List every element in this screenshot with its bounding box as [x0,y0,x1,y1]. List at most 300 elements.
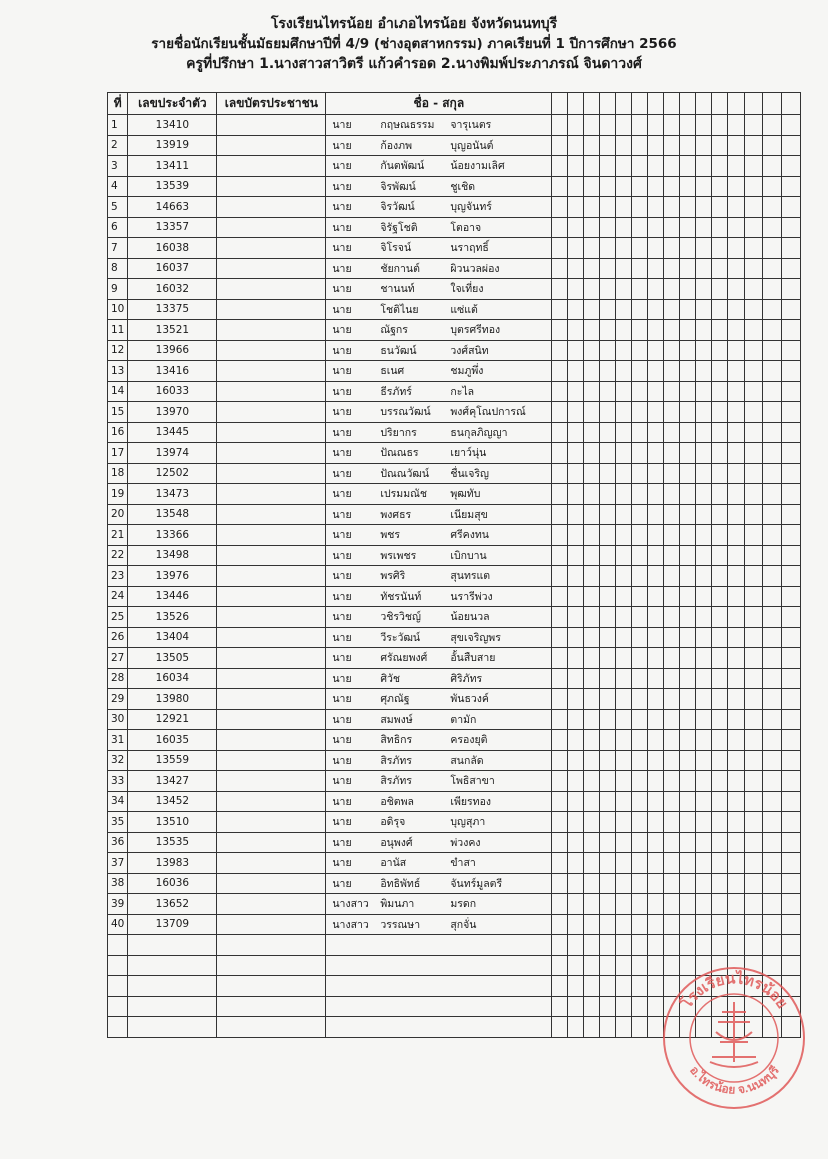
blank-cell [128,955,217,976]
name-wrap [329,402,548,422]
blank-cell [616,894,632,915]
blank-cell [680,525,696,546]
student-id: 13446 [128,586,217,607]
blank-cell [600,176,616,197]
national-id-cell [217,750,326,771]
blank-cell [728,197,745,218]
last-name: เบิกบาน [450,549,487,562]
national-id-cell [217,607,326,628]
blank-cell [664,771,680,792]
blank-cell [680,750,696,771]
row-number: 32 [108,750,128,771]
blank-cell [584,935,600,956]
blank-cell [782,812,801,833]
empty-row [108,935,801,956]
blank-cell [745,607,763,628]
blank-cell [745,484,763,505]
student-name-cell [326,812,552,833]
blank-cell [552,791,568,812]
blank-cell [568,340,584,361]
blank-cell [584,176,600,197]
student-name-cell [326,361,552,382]
blank-cell [712,935,728,956]
student-name-cell [326,607,552,628]
name-wrap [329,894,548,914]
blank-cell [680,197,696,218]
blank-cell [616,730,632,751]
school-title: โรงเรียนไทรน้อย อำเภอไทรน้อย จังหวัดนนทบุรี [270,16,558,32]
last-name: สุขเจริญพร [450,631,501,644]
blank-cell [568,525,584,546]
national-id-cell [217,525,326,546]
blank-cell [616,709,632,730]
blank-cell [763,484,782,505]
student-id: 13411 [128,156,217,177]
first-name: อนุพงศ์ [380,836,413,849]
blank-cell [664,689,680,710]
blank-cell [696,914,712,935]
student-id: 16033 [128,381,217,402]
blank-cell [648,853,664,874]
blank-cell [632,504,648,525]
name-title: นาย [332,611,352,624]
blank-cell [712,648,728,669]
student-name-cell [326,299,552,320]
blank-cell [600,955,616,976]
blank-cell [600,627,616,648]
blank-cell [745,135,763,156]
blank-cell [763,730,782,751]
blank-cell [763,750,782,771]
blank-cell [600,443,616,464]
blank-cell [616,340,632,361]
col-header-blank [696,93,712,115]
table-row [108,156,801,177]
blank-cell [728,279,745,300]
blank-cell [696,730,712,751]
name-wrap [329,136,548,156]
row-number: 28 [108,668,128,689]
first-name: ณัฐกร [380,324,408,337]
name-title: นาย [332,754,352,767]
blank-cell [568,422,584,443]
name-title: นาย [332,447,352,460]
seal-top-text: โรงเรียนไทรน้อย [678,970,791,1012]
student-name-cell [326,320,552,341]
row-number: 24 [108,586,128,607]
first-name: จิรวัฒน์ [380,201,415,214]
blank-cell [664,484,680,505]
blank-cell [782,135,801,156]
blank-cell [712,238,728,259]
blank-cell [696,320,712,341]
blank-cell [664,648,680,669]
blank-cell [680,853,696,874]
last-name: น้อยงามเลิศ [450,160,505,173]
table-row [108,607,801,628]
name-wrap [329,423,548,443]
first-name: ธนวัฒน์ [380,344,417,357]
blank-cell [664,463,680,484]
blank-cell [745,750,763,771]
blank-cell [600,545,616,566]
student-id: 13416 [128,361,217,382]
blank-cell [680,607,696,628]
blank-cell [696,853,712,874]
student-name-cell [326,771,552,792]
blank-cell [584,566,600,587]
blank-cell [680,135,696,156]
blank-cell [552,648,568,669]
blank-cell [648,873,664,894]
blank-cell [728,894,745,915]
table-row [108,586,801,607]
last-name: บุตรศรีทอง [450,324,501,337]
national-id-cell [217,853,326,874]
name-wrap [329,874,548,894]
last-name: บุญอนันต์ [450,139,494,152]
first-name: ชานนท์ [380,283,415,296]
row-number: 39 [108,894,128,915]
blank-cell [568,176,584,197]
blank-cell [664,627,680,648]
blank-cell [600,238,616,259]
blank-cell [648,730,664,751]
table-row [108,238,801,259]
row-number: 11 [108,320,128,341]
blank-cell [632,812,648,833]
name-wrap [329,443,548,463]
blank-cell [782,709,801,730]
blank-cell [680,873,696,894]
blank-cell [616,422,632,443]
blank-cell [728,381,745,402]
name-title: นาย [332,221,352,234]
blank-cell [600,135,616,156]
blank-cell [664,730,680,751]
name-title: นางสาว [332,918,369,931]
blank-cell [745,320,763,341]
blank-cell [584,361,600,382]
last-name: อั้นสืบสาย [450,652,496,665]
blank-cell [552,668,568,689]
blank-cell [632,853,648,874]
blank-cell [568,320,584,341]
blank-cell [696,545,712,566]
blank-cell [728,586,745,607]
blank-cell [552,914,568,935]
blank-cell [728,750,745,771]
blank-cell [728,156,745,177]
national-id-cell [217,566,326,587]
blank-cell [763,873,782,894]
blank-cell [552,443,568,464]
row-number: 4 [108,176,128,197]
blank-cell [745,217,763,238]
blank-cell [632,156,648,177]
blank-cell [552,545,568,566]
name-wrap [329,730,548,750]
blank-cell [326,996,552,1017]
row-number: 35 [108,812,128,833]
student-id: 16034 [128,668,217,689]
table-row [108,258,801,279]
national-id-cell [217,258,326,279]
row-number: 5 [108,197,128,218]
blank-cell [632,135,648,156]
blank-cell [632,955,648,976]
blank-cell [712,853,728,874]
row-number: 15 [108,402,128,423]
blank-cell [568,853,584,874]
last-name: พันธวงค์ [450,693,489,706]
first-name: วชิรวิชญ์ [380,611,422,624]
blank-cell [782,197,801,218]
blank-cell [680,484,696,505]
blank-cell [584,299,600,320]
student-id: 13919 [128,135,217,156]
blank-cell [600,504,616,525]
blank-cell [552,340,568,361]
blank-cell [584,197,600,218]
blank-cell [696,586,712,607]
blank-cell [584,853,600,874]
blank-cell [745,730,763,751]
first-name: พิมนภา [380,898,415,911]
row-number: 7 [108,238,128,259]
name-title: นาย [332,180,352,193]
name-title: นาย [332,652,352,665]
blank-cell [782,258,801,279]
blank-cell [648,279,664,300]
blank-cell [632,873,648,894]
blank-cell [584,381,600,402]
blank-cell [568,504,584,525]
blank-cell [680,463,696,484]
name-title: นาย [332,775,352,788]
blank-cell [763,504,782,525]
advisor-line: ครูที่ปรึกษา 1.นางสาวสาวิตรี แก้วคำรอด 2.นางพิมพ์ประภาภรณ์ จินดาวงศ์ [186,56,642,72]
first-name: ปัณณธร [380,447,419,460]
row-number: 21 [108,525,128,546]
national-id-cell [217,914,326,935]
blank-cell [552,156,568,177]
blank-cell [584,156,600,177]
student-name-cell [326,135,552,156]
name-wrap [329,751,548,771]
blank-cell [696,340,712,361]
blank-cell [600,258,616,279]
national-id-cell [217,771,326,792]
blank-cell [745,504,763,525]
national-id-cell [217,238,326,259]
blank-cell [584,1017,600,1038]
blank-cell [552,996,568,1017]
blank-cell [584,648,600,669]
blank-cell [712,627,728,648]
first-name: อดิรุจ [380,816,406,829]
blank-cell [568,566,584,587]
blank-cell [568,586,584,607]
blank-cell [616,504,632,525]
blank-cell [763,320,782,341]
student-name-cell [326,402,552,423]
blank-cell [782,402,801,423]
blank-cell [584,812,600,833]
blank-cell [745,279,763,300]
blank-cell [696,135,712,156]
student-id: 13510 [128,812,217,833]
blank-cell [552,750,568,771]
blank-cell [712,812,728,833]
row-number: 14 [108,381,128,402]
first-name: พชร [380,529,401,542]
blank-cell [782,914,801,935]
national-id-cell [217,320,326,341]
blank-cell [584,402,600,423]
blank-cell [680,566,696,587]
table-row [108,176,801,197]
blank-cell [552,176,568,197]
blank-cell [680,730,696,751]
blank-cell [648,771,664,792]
first-name: ปัณณวัฒน์ [380,467,430,480]
blank-cell [745,422,763,443]
blank-cell [745,709,763,730]
col-header-name: ชื่อ - สกุล [326,93,552,115]
table-row [108,320,801,341]
blank-cell [552,238,568,259]
blank-cell [632,299,648,320]
student-name-cell [326,709,552,730]
blank-cell [568,381,584,402]
name-wrap [329,525,548,545]
blank-cell [600,1017,616,1038]
student-id: 13535 [128,832,217,853]
blank-cell [600,320,616,341]
row-number: 29 [108,689,128,710]
blank-cell [696,689,712,710]
blank-cell [664,197,680,218]
national-id-cell [217,135,326,156]
blank-cell [552,976,568,997]
blank-cell [745,566,763,587]
blank-cell [664,525,680,546]
blank-cell [648,381,664,402]
blank-cell [600,935,616,956]
first-name: กฤษณธรรม [380,119,435,132]
national-id-cell [217,504,326,525]
table-row [108,627,801,648]
blank-cell [568,299,584,320]
blank-cell [712,217,728,238]
blank-cell [680,648,696,669]
row-number: 25 [108,607,128,628]
last-name: เยาว์นุ่น [450,447,487,460]
blank-cell [568,258,584,279]
name-wrap [329,197,548,217]
blank-cell [680,217,696,238]
blank-cell [632,381,648,402]
national-id-cell [217,340,326,361]
blank-cell [568,484,584,505]
first-name: พงศธร [380,508,412,521]
blank-cell [632,648,648,669]
name-wrap [329,628,548,648]
blank-cell [648,525,664,546]
last-name: นรารีพ่วง [450,590,493,603]
blank-cell [745,812,763,833]
blank-cell [568,648,584,669]
table-row [108,668,801,689]
student-name-cell [326,668,552,689]
blank-cell [664,668,680,689]
blank-cell [745,689,763,710]
blank-cell [782,217,801,238]
blank-cell [680,935,696,956]
col-header-blank [616,93,632,115]
last-name: บุญจันทร์ [450,201,492,214]
blank-cell [552,709,568,730]
col-header-blank [712,93,728,115]
blank-cell [696,709,712,730]
name-title: นาย [332,467,352,480]
blank-cell [680,627,696,648]
blank-cell [552,217,568,238]
student-id: 16037 [128,258,217,279]
last-name: จันทร์มูลตรี [450,877,503,890]
blank-cell [584,668,600,689]
blank-cell [568,812,584,833]
blank-cell [600,709,616,730]
blank-cell [712,299,728,320]
blank-cell [632,525,648,546]
blank-cell [696,115,712,136]
student-name-cell [326,750,552,771]
blank-cell [600,607,616,628]
blank-cell [782,832,801,853]
name-title: นาย [332,201,352,214]
table-row [108,545,801,566]
last-name: พ่วงคง [450,836,481,849]
blank-cell [616,627,632,648]
blank-cell [584,484,600,505]
last-name: ขำสา [450,857,476,870]
national-id-cell [217,832,326,853]
col-header-blank [568,93,584,115]
name-wrap [329,177,548,197]
blank-cell [712,709,728,730]
national-id-cell [217,115,326,136]
blank-cell [763,709,782,730]
blank-cell [745,771,763,792]
blank-cell [584,443,600,464]
student-id: 14663 [128,197,217,218]
blank-cell [782,689,801,710]
blank-cell [696,791,712,812]
blank-cell [600,279,616,300]
blank-cell [745,648,763,669]
student-name-cell [326,484,552,505]
blank-cell [680,381,696,402]
table-row [108,853,801,874]
blank-cell [696,156,712,177]
blank-cell [632,238,648,259]
blank-cell [552,402,568,423]
name-title: นาย [332,836,352,849]
last-name: วงศ์สนิท [450,344,489,357]
blank-cell [728,812,745,833]
